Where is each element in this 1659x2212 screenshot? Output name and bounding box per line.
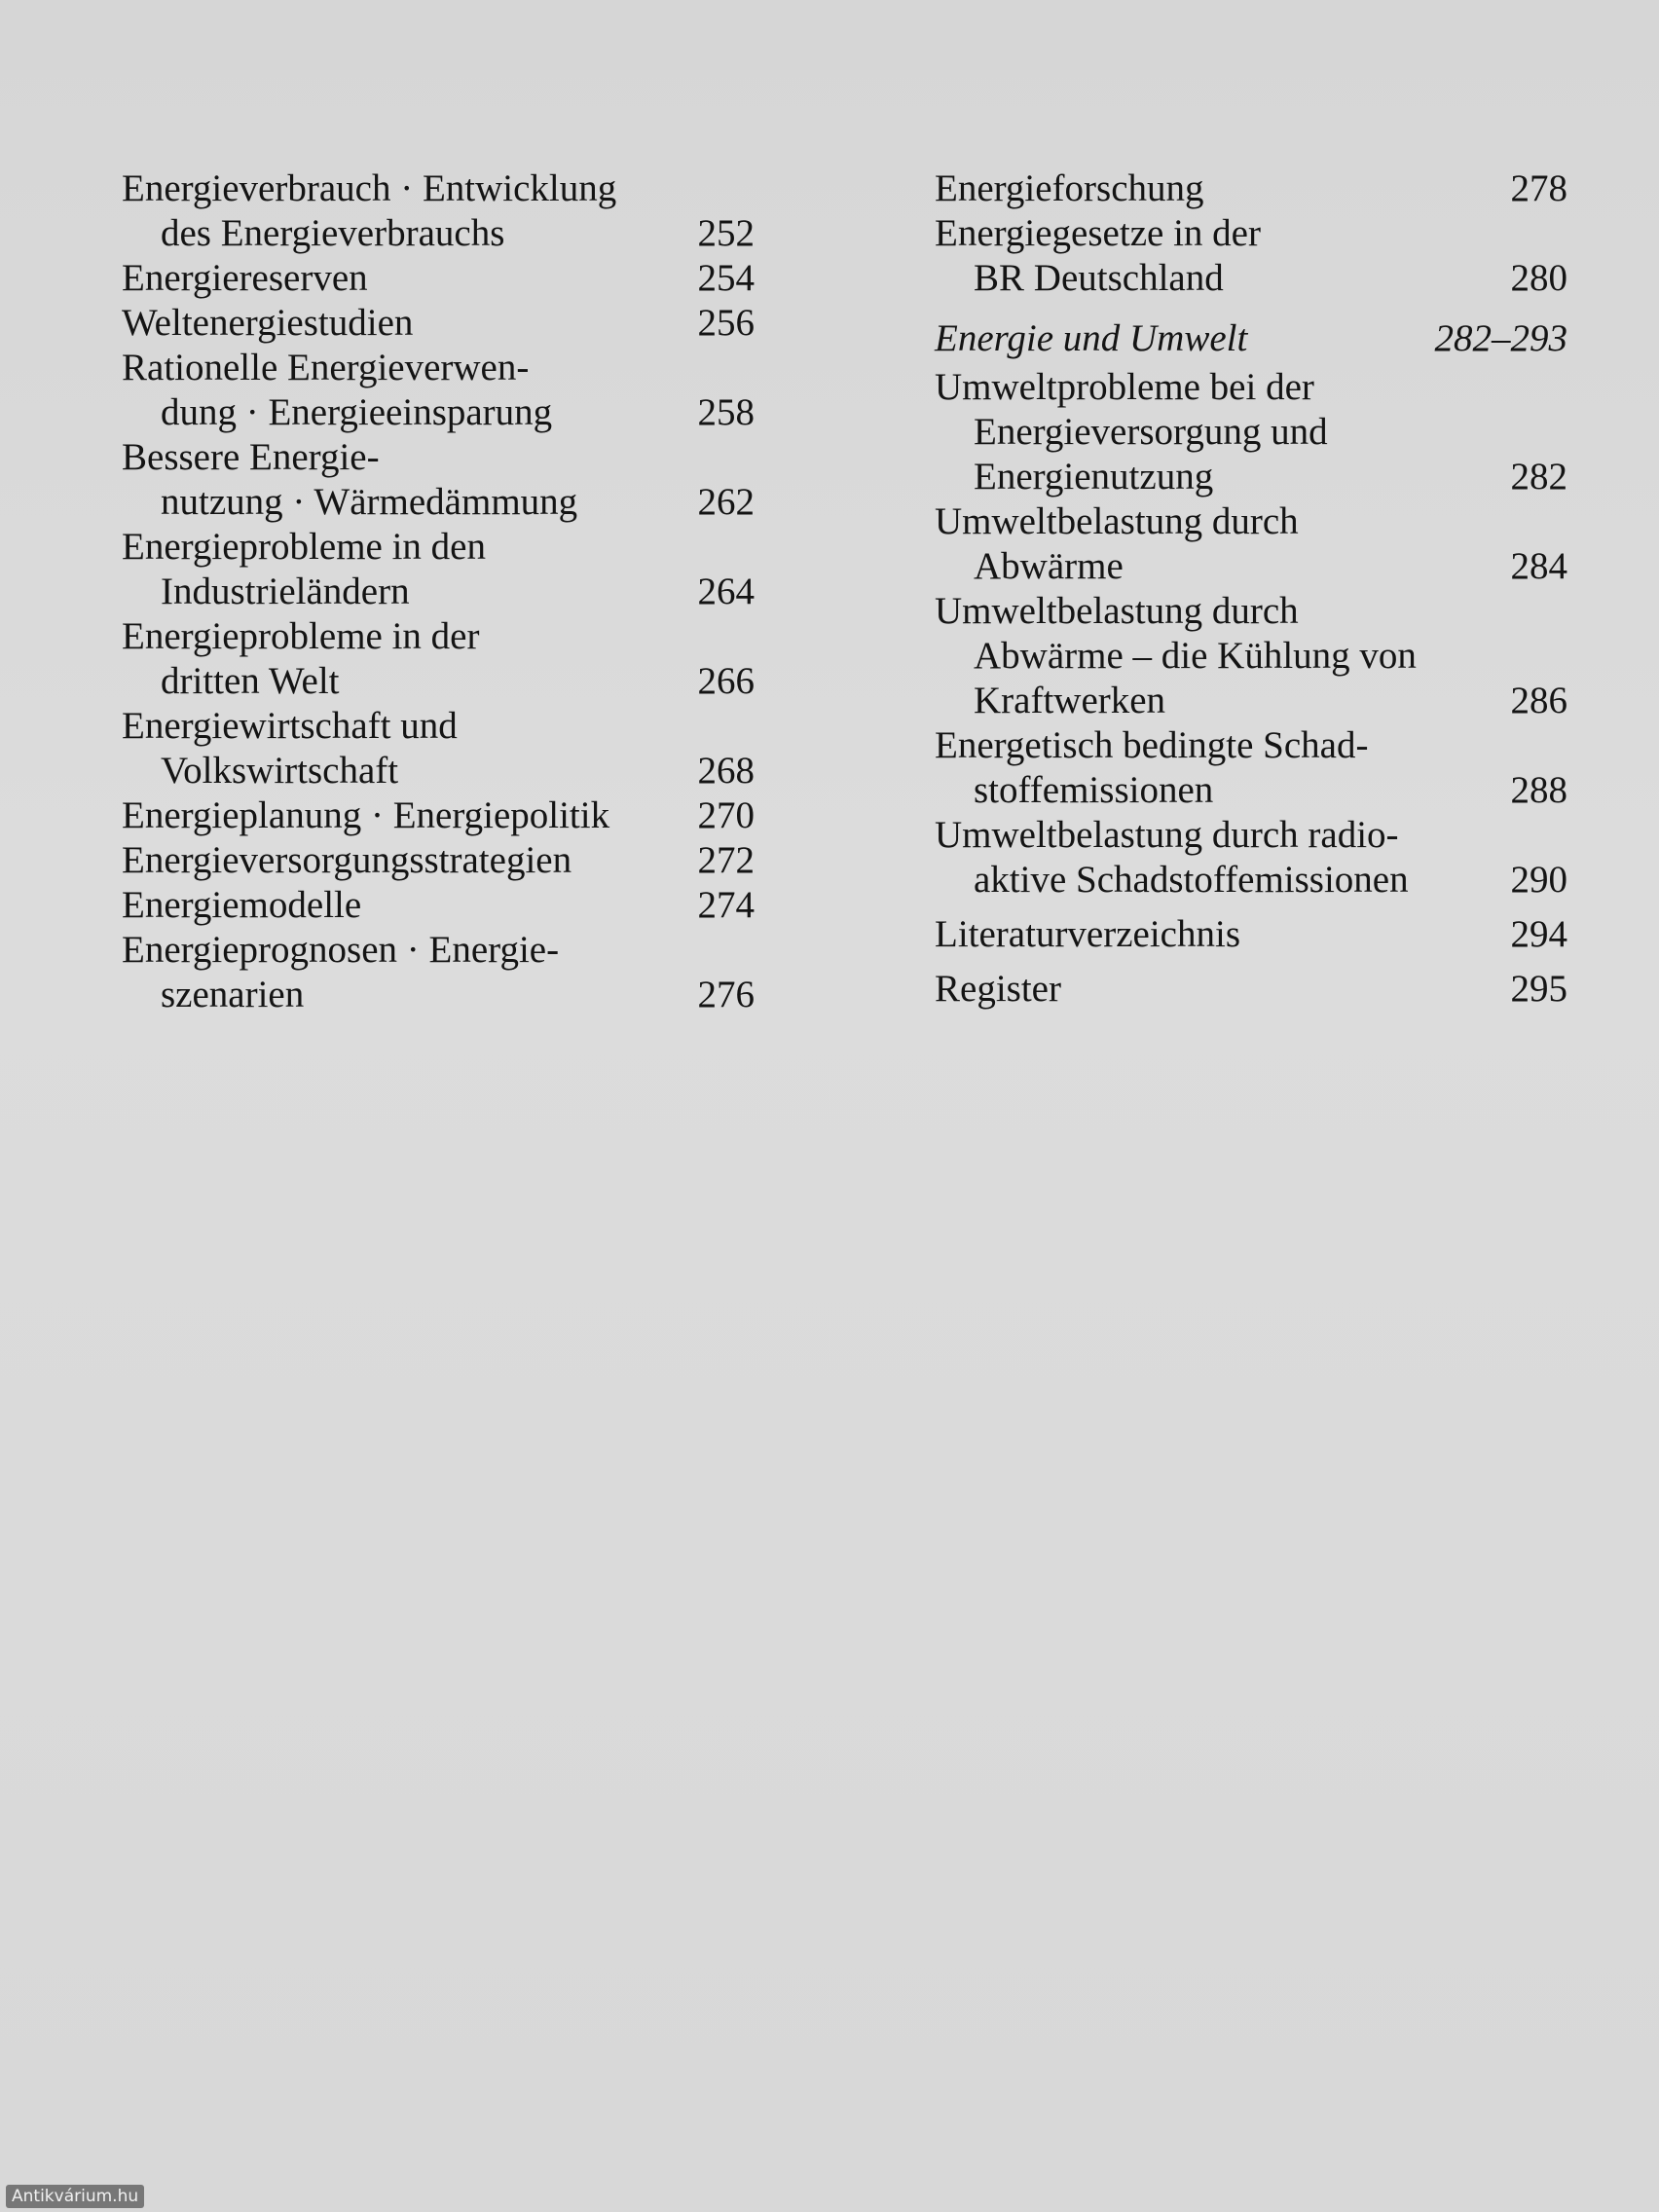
toc-left-column <box>122 166 755 1017</box>
toc-entry-title-line: Umweltbelastung durch <box>935 590 1299 632</box>
toc-page-number: 280 <box>1510 257 1567 299</box>
toc-page-number: 254 <box>697 257 755 299</box>
toc-entry <box>935 365 1567 499</box>
toc-page-number: 276 <box>697 974 755 1015</box>
toc-entry-title-line: Energieversorgung und <box>974 411 1328 453</box>
toc-page-number: 290 <box>1510 859 1567 901</box>
toc-page-number: 284 <box>1510 545 1567 587</box>
toc-entry <box>122 614 755 704</box>
toc-entry-title-line: szenarien <box>161 974 305 1015</box>
toc-page-number: 274 <box>697 884 755 926</box>
toc-page-number: 294 <box>1510 913 1567 955</box>
toc-entry <box>122 256 755 301</box>
toc-entry-title-line: Energienutzung <box>974 456 1214 498</box>
toc-entry-title-line: Abwärme <box>974 545 1124 587</box>
toc-page-number: 272 <box>697 839 755 881</box>
toc-page-number: 282–293 <box>1434 317 1567 359</box>
toc-entry-title-line: Energieversorgungsstrategien <box>122 839 572 881</box>
toc-entry <box>122 166 755 256</box>
toc-entry <box>935 589 1567 723</box>
toc-entry <box>935 723 1567 813</box>
toc-entry-title-line: dung · Energieeinsparung <box>161 391 553 433</box>
toc-entry <box>935 499 1567 589</box>
toc-page-number: 288 <box>1510 769 1567 811</box>
toc-entry <box>935 211 1567 301</box>
toc-entry-title-line: Umweltprobleme bei der <box>935 366 1314 408</box>
toc-entry-title-line: Energie und Umwelt <box>935 317 1248 359</box>
toc-entry-title-line: Volkswirtschaft <box>161 750 399 792</box>
toc-entry <box>122 435 755 525</box>
toc-page-number: 268 <box>697 750 755 792</box>
toc-page-number: 282 <box>1510 456 1567 498</box>
toc-entry-title-line: Literaturverzeichnis <box>935 913 1240 955</box>
watermark: Antikvárium.hu <box>6 2185 144 2208</box>
toc-entry <box>935 813 1567 903</box>
toc-entry <box>935 912 1567 957</box>
toc-entry <box>122 928 755 1017</box>
toc-page-number: 256 <box>697 302 755 344</box>
toc-entry-title-line: Umweltbelastung durch <box>935 500 1299 542</box>
toc-entry-title-line: aktive Schadstoffemissionen <box>974 859 1409 901</box>
toc-entry <box>122 346 755 435</box>
toc-page-number: 266 <box>697 660 755 702</box>
toc-entry <box>122 793 755 838</box>
toc-entry-title-line: Energiewirtschaft und <box>122 705 458 747</box>
toc-page-number: 295 <box>1510 968 1567 1010</box>
toc-entry-title-line: Register <box>935 968 1061 1010</box>
toc-entry-title-line: Energetisch bedingte Schad- <box>935 724 1369 766</box>
toc-page-number: 258 <box>697 391 755 433</box>
toc-entry-title-line: Energieprognosen · Energie- <box>122 929 560 971</box>
toc-entry-title-line: Energieprobleme in den <box>122 526 486 568</box>
toc-entry <box>935 166 1567 211</box>
toc-entry-title-line: Energiegesetze in der <box>935 212 1261 254</box>
toc-entry <box>122 525 755 614</box>
toc-entry-title-line: Energiemodelle <box>122 884 362 926</box>
toc-entry-title-line: Rationelle Energieverwen- <box>122 347 530 388</box>
toc-entry-title-line: Kraftwerken <box>974 680 1166 721</box>
toc-page-number: 270 <box>697 794 755 836</box>
toc-entry-title-line: Bessere Energie- <box>122 436 380 478</box>
toc-page-number: 262 <box>697 481 755 523</box>
toc-entry-title-line: dritten Welt <box>161 660 340 702</box>
toc-entry <box>122 883 755 928</box>
toc-entry-title-line: Industrieländern <box>161 571 410 612</box>
toc-entry <box>122 301 755 346</box>
toc-entry <box>122 838 755 883</box>
toc-entry <box>935 967 1567 1012</box>
toc-section-heading <box>935 316 1567 361</box>
toc-right-column <box>935 166 1567 1012</box>
toc-page-number: 286 <box>1510 680 1567 721</box>
toc-page-number: 278 <box>1510 167 1567 209</box>
toc-entry-title-line: Energieverbrauch · Entwicklung <box>122 167 617 209</box>
toc-entry-title-line: Abwärme – die Kühlung von <box>974 635 1417 677</box>
toc-entry-title-line: des Energieverbrauchs <box>161 212 505 254</box>
toc-page-number: 252 <box>697 212 755 254</box>
toc-entry-title-line: BR Deutschland <box>974 257 1224 299</box>
toc-entry <box>122 704 755 793</box>
toc-entry-title-line: stoffemissionen <box>974 769 1214 811</box>
toc-page-number: 264 <box>697 571 755 612</box>
toc-entry-title-line: nutzung · Wärmedämmung <box>161 481 578 523</box>
toc-entry-title-line: Energieforschung <box>935 167 1204 209</box>
toc-entry-title-line: Energieplanung · Energiepolitik <box>122 794 610 836</box>
toc-entry-title-line: Energieprobleme in der <box>122 615 480 657</box>
toc-entry-title-line: Weltenergiestudien <box>122 302 414 344</box>
toc-entry-title-line: Umweltbelastung durch radio- <box>935 814 1399 856</box>
toc-entry-title-line: Energiereserven <box>122 257 368 299</box>
